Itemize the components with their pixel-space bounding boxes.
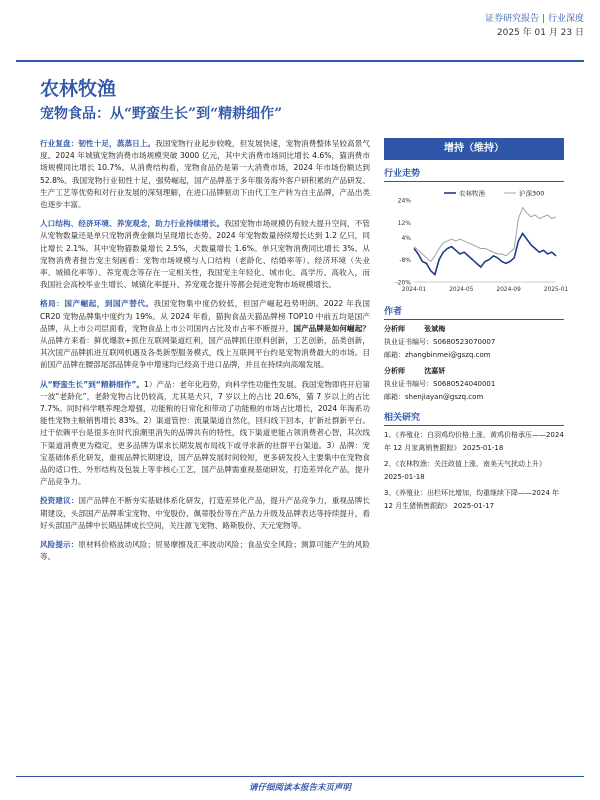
author-name-row	[384, 365, 564, 378]
x-tick-label: 2024-01	[401, 287, 427, 293]
related-item-date: 2025-01-17	[453, 502, 495, 510]
paragraph-text: 1）产品：老年化趋势，向科学性功能性发展。我国宠物即将开启第一波“老龄化”，老龄宠物占比仍较高，尤其是犬只，7 岁以上的占比 20.6%，猫 7 岁以上的占比 7.7%。同时科学喂养理念增强，功能粮的日常化和带动了功能粮的市场占比增长，2024 年淘系功能性宠物主粮销售增长 83%。2）渠道管控：流量渠道自然化，回归线下回本，扩新社群新平台。过于依赖平台是很多在时代浪潮里消失的品牌共有的特性，线下渠道更能占领消费者心智，其次线下渠道消费更为稳定，更多品牌为谋求长期发展布局线下或寻求新的社群平台渠道。3）品牌：宠宝基础体系化研发，重视品牌长期建设，国产品牌发展时间较短，更多研发投入主要集中在宠物食品的适口性、外形结构及包装上等非核心工艺，国产品牌需重视基础研发，打造差异化产品，提升产品竞争力。	[40, 379, 371, 487]
report-type: 证券研究报告	[485, 14, 540, 24]
paragraph-lead: 风险提示：	[40, 540, 79, 550]
related-item-text: 1、《养殖业：白羽鸡均价格上涨，黄鸡价格承压——2024 年 12 月家禽销售跟踪》	[384, 431, 564, 452]
author-2	[384, 365, 564, 404]
author-cert-row	[384, 336, 564, 349]
paragraph-lead: 投资建议：	[40, 496, 79, 506]
author-1	[384, 323, 564, 362]
authors-section-title: 作者	[384, 304, 564, 320]
y-tick-label: 12%	[397, 219, 411, 227]
paragraph-text: 我国宠物集中度仍较低，但国产崛起趋势明朗。2022 年我国 CR20 宠物品牌集中度约为 19%。从 2024 年看，猫狗食品天猫品牌榜 TOP10 中前五均是国产品牌，从上市公司层面看，宠物食品上市公司国内占比及市占率不断提升，	[40, 299, 370, 333]
analyst-label: 分析师	[384, 367, 405, 375]
paragraph-emphasis: 国产品牌是如何崛起？	[293, 323, 371, 333]
cert-number: S0680523070007	[433, 338, 496, 346]
y-tick-label: -20%	[395, 279, 411, 287]
footer-disclaimer: 请仔细阅读本报告末页声明	[248, 783, 351, 793]
paragraph-lead: 人口结构、经济环境、养宠观念，助力行业持续增长。	[40, 219, 225, 229]
industry-name: 农林牧渔	[40, 78, 117, 100]
summary-body	[40, 138, 370, 571]
related-section-title: 相关研究	[384, 410, 564, 426]
paragraph-refinement	[40, 379, 370, 489]
author-email[interactable]: zhangbinmei@gszq.com	[405, 351, 491, 359]
trend-section-title: 行业走势	[384, 166, 564, 182]
analyst-name: 沈嘉妍	[424, 367, 446, 375]
author-email-row	[384, 349, 564, 362]
paragraph-lead: 从“野蛮生长”到“精耕细作”。	[40, 379, 144, 389]
paragraph-text-continued: 从品牌方来看：鲜优爆款+抓住互联网渠道红利，国产品牌抓住原料创新，工艺创新，品类创新，其次国产品牌抓进互联网机遇及各类新型服务模式，线上互联网平台约是宠物消费最大的市场。目前国产品牌在腰部尾部品牌竞争中增速均已经高于进口品牌，并且在持续向高端发展。	[40, 336, 370, 370]
related-item[interactable]	[384, 487, 564, 513]
paragraph-landscape	[40, 298, 370, 371]
author-cert-row	[384, 378, 564, 391]
report-date: 2025 年 01 月 23 日	[496, 28, 584, 38]
y-tick-label: -8%	[399, 257, 411, 265]
cert-label: 执业证书编号：	[384, 338, 433, 346]
related-item[interactable]	[384, 429, 564, 455]
series-line-agriculture	[414, 234, 556, 275]
paragraph-lead: 行业复盘：韧性十足，蒸蒸日上。	[40, 139, 156, 148]
paragraph-investment-advice	[40, 495, 370, 532]
email-label: 邮箱：	[384, 351, 405, 359]
cert-number: S0680524040001	[433, 380, 496, 388]
report-title: 宠物食品：从“野蛮生长”到“精耕细作”	[40, 106, 283, 122]
trend-chart-svg	[384, 186, 569, 298]
related-item-date: 2025-01-18	[384, 473, 425, 481]
header-separator: |	[542, 14, 546, 24]
paragraph-text: 国产品牌在不断夯实基础体系化研发，打造差异化产品，提升产品竞争力，重视品牌长期建设，头部国产品牌乖宝宠物、中宠股份、佩蒂股份等在产品力升级及品牌表达等持续提升，看好头部国产品牌中长期品牌成长空间，关注源飞宠物、路斯股份、天元宠物等。	[40, 496, 371, 530]
x-tick-label: 2024-09	[496, 287, 521, 293]
y-tick-label: 24%	[397, 197, 411, 205]
report-header	[485, 12, 584, 40]
x-tick-label: 2025-01	[543, 287, 569, 293]
series-line-csi300	[414, 208, 556, 262]
analyst-name: 张斌梅	[424, 325, 446, 333]
y-tick-label: 4%	[401, 234, 411, 242]
paragraph-industry-review	[40, 138, 370, 211]
paragraph-risk-warning	[40, 539, 370, 563]
paragraph-lead: 格局：国产崛起，到国产替代。	[40, 299, 154, 309]
trend-chart	[384, 186, 569, 298]
sidebar	[384, 138, 569, 513]
paragraph-text: 我国宠物行业起步较晚，但发展快速，宠物消费整体呈较高景气度。2024 年城镇宠物消费市场规模突破 3000 亿元，其中犬消费市场同比增长 4.6%，猫消费市场规模同比增长 10.7%。从消费结构看，宠物食品仍是第一大消费市场，2024 年市场份额达到 52.8%。我国宠物行业韧性十足，强势崛起，国产品牌基于多年服务海外客户研积累的产品研发、生产工艺等优势和对行业发展的深刻理解，在进口品牌驱动下由代工生产转为自主品牌，产品出类也逐步丰富。	[40, 139, 371, 210]
related-item-text: 2、《农林牧渔：关注政值上涨、南美天气扰动上升》	[384, 460, 546, 468]
report-category: 行业深度	[547, 14, 584, 24]
footer-rule	[16, 776, 584, 777]
paragraph-text: 我国宠物市场规模仍有较大提升空间，不管从宠物数量还是单只宠物消费金额均呈现增长态势。2024 年宠物数量持续增长达到 1.2 亿只，同比增长 2.1%。其中宠物猫数量增长 2.5%，犬数量增长 1.6%。单只宠物消费同比增长 3%。从宠物消费者报告宠主刻画看：宠物市场规模与人口结构（老龄化、结婚率等）、经济环境（失业率、城镇化率等）、养宠观念等存在一定相关性，我国宠主年轻化、城市化、高学历、高收入，而我国社会高校毕业生增长、城镇化率提升、养宠观念提升等都会促进宠物市场规模增长。	[40, 219, 371, 290]
paragraph-growth-drivers	[40, 218, 370, 291]
x-tick-label: 2024-05	[449, 287, 474, 293]
author-name-row	[384, 323, 564, 336]
cert-label: 执业证书编号：	[384, 380, 433, 388]
author-email[interactable]: shenjiayan@gszq.com	[405, 393, 484, 401]
rating-badge: 增持（维持）	[384, 138, 564, 160]
author-email-row	[384, 391, 564, 404]
analyst-label: 分析师	[384, 325, 405, 333]
legend-label: 农林牧渔	[459, 189, 485, 198]
related-item-date: 2025-01-18	[462, 444, 504, 452]
legend-label: 沪深300	[519, 189, 545, 198]
related-item[interactable]	[384, 458, 564, 484]
related-item-text: 3、《养殖业：出栏环比增加，均重继续下降——2024 年 12 月生猪销售跟踪》	[384, 489, 559, 510]
email-label: 邮箱：	[384, 393, 405, 401]
header-rule	[16, 60, 584, 62]
paragraph-text: 原材料价格波动风险；贸易摩擦及汇率波动风险；食品安全风险；测算可能产生的风险等。	[40, 540, 371, 562]
